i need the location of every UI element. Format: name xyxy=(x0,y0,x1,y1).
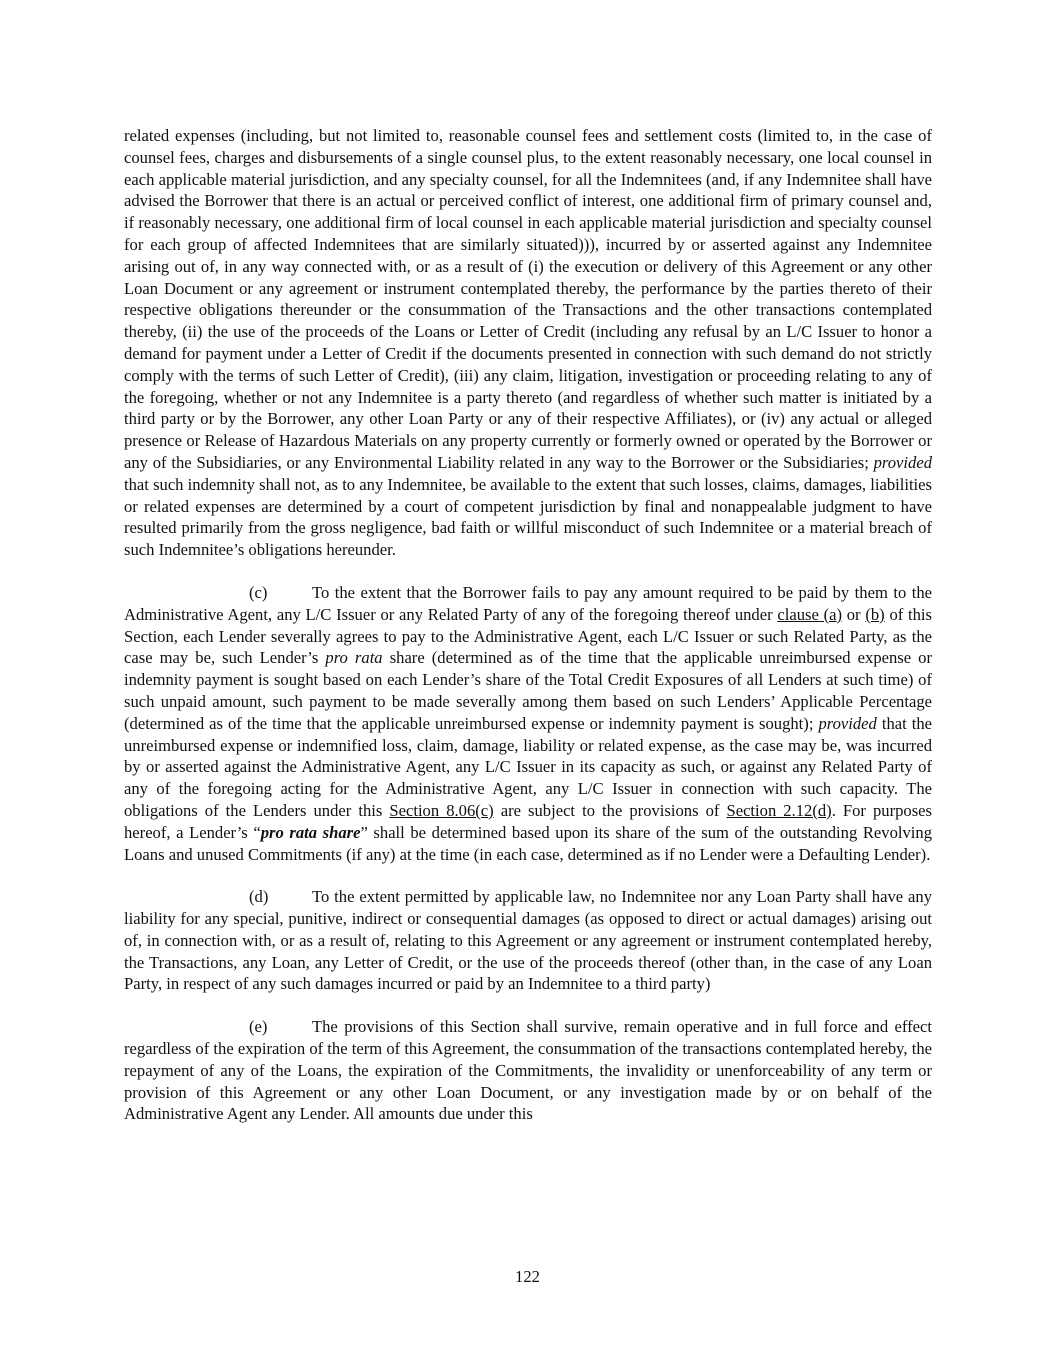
section-8-06c-reference: Section 8.06(c) xyxy=(389,800,494,820)
clause-label-c: (c) xyxy=(249,582,268,602)
document-body xyxy=(124,125,932,1146)
provided-term: provided xyxy=(873,452,932,472)
paragraph-c: (c) To the extent that the Borrower fails to pay any amount required to be paid by them to the Administrative Agent, any L/C Issuer or any Related Party of any of the foregoing thereof under clause (a) or (b) of this Section, each Lender severally agrees to pay to the Administrative Agent, each L/C Issuer or such Related Party, as the case may be, such Lender’s pro rata share (determined as of the time that the applicable unreimbursed expense or indemnity payment is sought based on each Lender’s share of the Total Credit Exposures of all Lenders at such time) of such unpaid amount, such payment to be made severally among them based on such Lenders’ Applicable Percentage (determined as of the time that the applicable unreimbursed expense or indemnity payment is sought); provided that the unreimbursed expense or indemnified loss, claim, damage, liability or related expense, as the case may be, was incurred by or asserted against the Administrative Agent, any L/C Issuer in its capacity as such, or against any Related Party of any of the foregoing acting for the Administrative Agent, any L/C Issuer in connection with such capacity. The obligations of the Lenders under this Section 8.06(c) are subject to the provisions of Section 2.12(d). For purposes hereof, a Lender’s “pro rata share” shall be determined based upon its share of the sum of the outstanding Revolving Loans and unused Commitments (if any) at the time (in each case, determined as if no Lender were a Defaulting Lender). xyxy=(124,582,933,864)
clause-label-e: (e) xyxy=(249,1017,268,1037)
clause-b-reference: (b) xyxy=(865,604,885,624)
paragraph-continuation: related expenses (including, but not limited to, reasonable counsel fees and settlement costs (limited to, in the case of counsel fees, charges and disbursements of a single counsel plus, to the extent reasonably necessary, one local counsel in each applicable material jurisdiction, and any specialty counsel, for all the Indemnitees (and, if any Indemnitee shall have advised the Borrower that there is an actual or perceived conflict of interest, one additional firm of primary counsel and, if reasonably necessary, one additional firm of local counsel in each applicable material jurisdiction and specialty counsel for each group of affected Indemnitees that are similarly situated))), incurred by or asserted against any Indemnitee arising out of, in any way connected with, or as a result of (i) the execution or delivery of this Agreement or any other Loan Document or any agreement or instrument contemplated thereby, the performance by the parties thereto of their respective obligations thereunder or the consummation of the Transactions and the other transactions contemplated thereby, (ii) the use of the proceeds of the Loans or Letter of Credit (including any refusal by an L/C Issuer to honor a demand for payment under a Letter of Credit if the documents presented in connection with such demand do not strictly comply with the terms of such Letter of Credit), (iii) any claim, litigation, investigation or proceeding relating to any of the foregoing, whether or not any Indemnitee is a party thereto (and regardless of whether such matter is initiated by a third party or by the Borrower, any other Loan Party or any of their respective Affiliates), or (iv) any actual or alleged presence or Release of Hazardous Materials on any property currently or formerly owned or operated by the Borrower or any of the Subsidiaries, or any Environmental Liability related in any way to the Borrower or the Subsidiaries; provided that such indemnity shall not, as to any Indemnitee, be available to the extent that such losses, claims, damages, liabilities or related expenses are determined by a court of competent jurisdiction by final and nonappealable judgment to have resulted primarily from the gross negligence, bad faith or willful misconduct of such Indemnitee or a material breach of such Indemnitee’s obligations hereunder. xyxy=(124,126,932,560)
page-number: 122 xyxy=(515,1267,540,1286)
section-2-12d-reference: Section 2.12(d) xyxy=(726,800,832,820)
provided-term: provided xyxy=(818,713,877,733)
pro-rata-term: pro rata xyxy=(325,648,383,668)
defined-term-pro-rata-share: pro rata share xyxy=(260,822,361,842)
clause-label-d: (d) xyxy=(249,887,269,907)
paragraph-e: (e) The provisions of this Section shall survive, remain operative and in full force and effect regardless of the expiration of the term of this Agreement, the consummation of the transactions contemplated hereby, the repayment of any of the Loans, the expiration of the Commitments, the invalidity or unenforceability of any term or provision of this Agreement or any other Loan Document, or any investigation made by or on behalf of the Administrative Agent any Lender. All amounts due under this xyxy=(124,1017,932,1124)
clause-a-reference: clause (a) xyxy=(777,604,843,624)
paragraph-d: (d) To the extent permitted by applicable law, no Indemnitee nor any Loan Party shall have any liability for any special, punitive, indirect or consequential damages (as opposed to direct or actual damages) arising out of, in connection with, or as a result of, relating to this Agreement or any agreement or instrument contemplated hereby, the Transactions, any Loan, any Letter of Credit, or the use of the proceeds thereof (other than, in the case of any Loan Party, in respect of any such damages incurred or paid by an Indemnitee to a third party) xyxy=(124,887,932,994)
